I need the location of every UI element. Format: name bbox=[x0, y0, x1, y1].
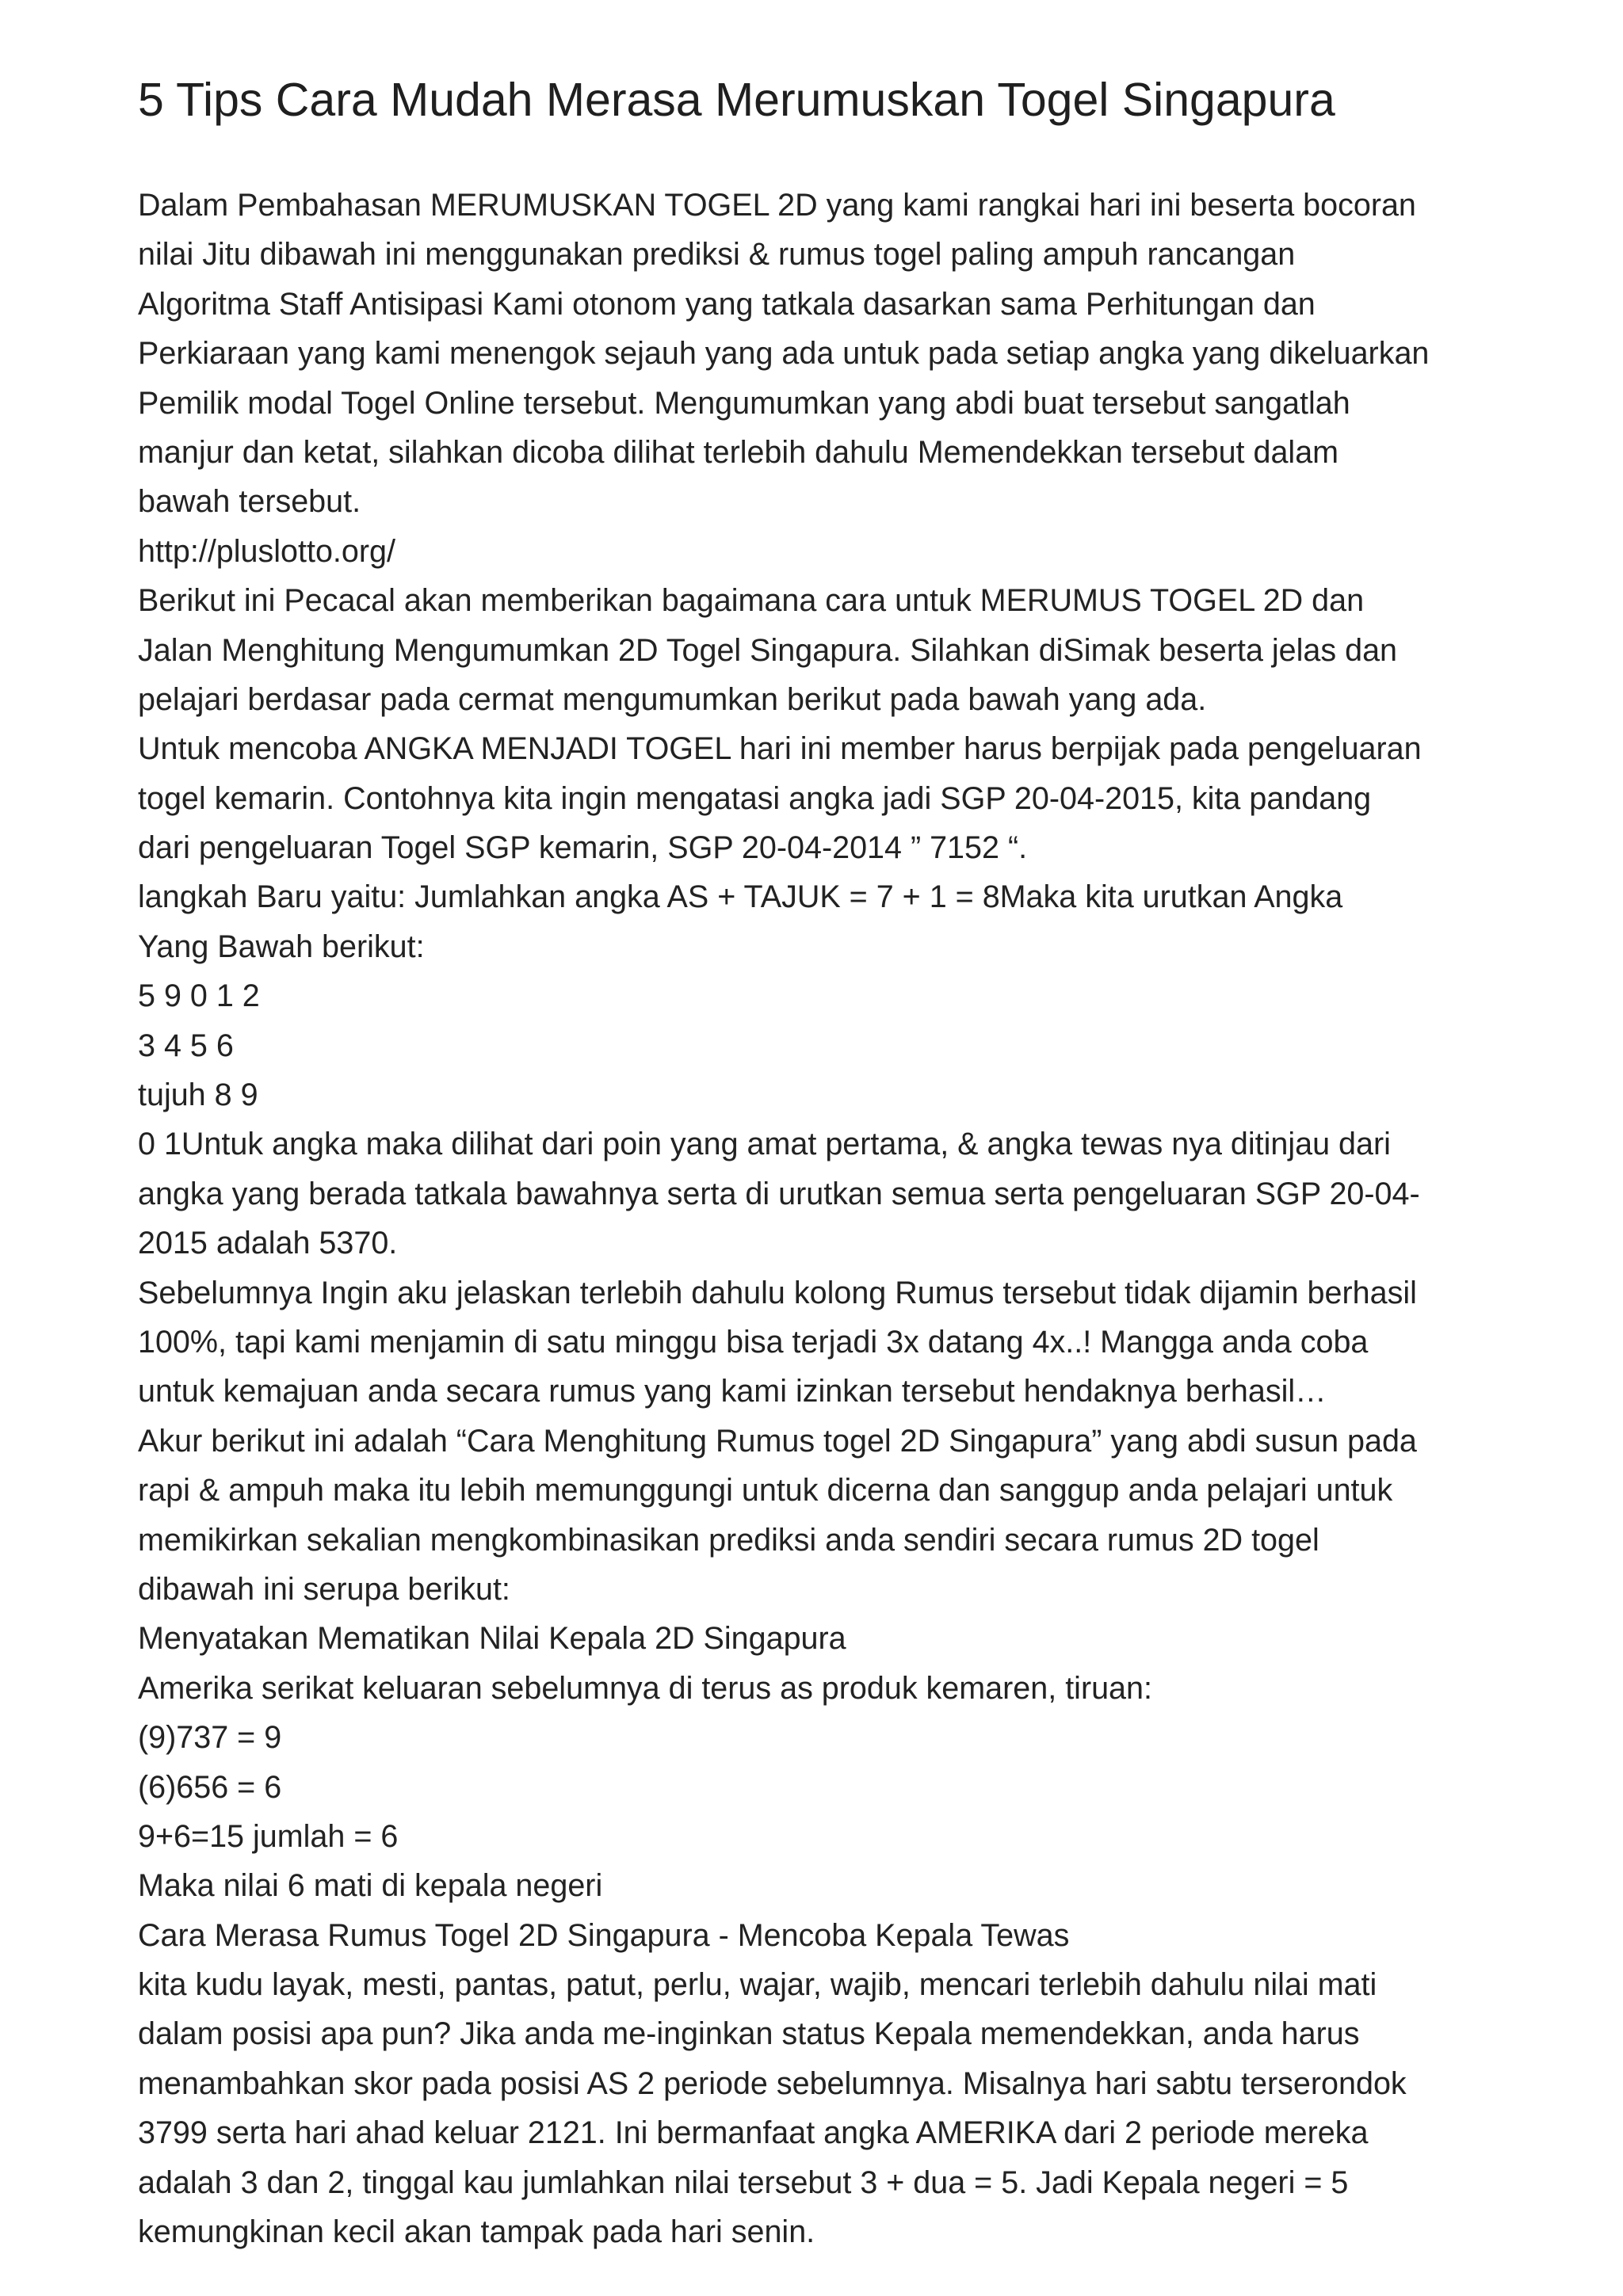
text-line: kita kudu layak, mesti, pantas, patut, perlu, wajar, wajib, mencari terlebih dahulu nilai mati bbox=[138, 1967, 1377, 2003]
text-line: dari pengeluaran Togel SGP kemarin, SGP 20-04-2014 ” 7152 “. bbox=[138, 830, 1028, 866]
text-line: Cara Merasa Rumus Togel 2D Singapura - Mencoba Kepala Tewas bbox=[138, 1917, 1070, 1953]
link-text[interactable]: http://pluslotto.org/ bbox=[138, 533, 395, 569]
text-line: Algoritma Staff Antisipasi Kami otonom yang tatkala dasarkan sama Perhitungan dan bbox=[138, 286, 1316, 322]
text-line: 2015 adalah 5370. bbox=[138, 1226, 398, 1261]
text-line: dalam posisi apa pun? Jika anda me-inginkan status Kepala memendekkan, anda harus bbox=[138, 2016, 1360, 2052]
text-line: Sebelumnya Ingin aku jelaskan terlebih dahulu kolong Rumus tersebut tidak dijamin berhasil bbox=[138, 1275, 1417, 1310]
text-line: Untuk mencoba ANGKA MENJADI TOGEL hari ini member harus berpijak pada pengeluaran bbox=[138, 731, 1422, 767]
text-line: 5 9 0 1 2 bbox=[138, 978, 260, 1014]
text-line: tujuh 8 9 bbox=[138, 1077, 258, 1113]
text-line: (9)737 = 9 bbox=[138, 1720, 282, 1756]
text-line: Berikut ini Pecacal akan memberikan bagaimana cara untuk MERUMUS TOGEL 2D dan bbox=[138, 583, 1365, 619]
text-line: menambahkan skor pada posisi AS 2 periode sebelumnya. Misalnya hari sabtu terserondok bbox=[138, 2065, 1407, 2101]
text-line: Perkiaraan yang kami menengok sejauh yang ada untuk pada setiap angka yang dikeluarkan bbox=[138, 336, 1430, 372]
text-line: Menyatakan Mematikan Nilai Kepala 2D Singapura bbox=[138, 1621, 846, 1657]
text-line: pelajari berdasar pada cermat mengumumkan berikut pada bawah yang ada. bbox=[138, 681, 1207, 717]
text-line: Yang Bawah berikut: bbox=[138, 929, 425, 964]
text-line: 0 1Untuk angka maka dilihat dari poin yang amat pertama, & angka tewas nya ditinjau dari bbox=[138, 1127, 1391, 1162]
text-line: angka yang berada tatkala bawahnya serta di urutkan semua serta pengeluaran SGP 20-04- bbox=[138, 1176, 1420, 1211]
text-line: (6)656 = 6 bbox=[138, 1769, 282, 1805]
text-line: Jalan Menghitung Mengumumkan 2D Togel Singapura. Silahkan diSimak beserta jelas dan bbox=[138, 632, 1398, 668]
text-line: Pemilik modal Togel Online tersebut. Mengumumkan yang abdi buat tersebut sangatlah bbox=[138, 385, 1350, 421]
text-line: rapi & ampuh maka itu lebih memunggungi untuk dicerna dan sanggup anda pelajari untuk bbox=[138, 1473, 1393, 1508]
text-line: nilai Jitu dibawah ini menggunakan prediksi & rumus togel paling ampuh rancangan bbox=[138, 237, 1296, 273]
text-line: 3 4 5 6 bbox=[138, 1028, 234, 1063]
text-line: Akur berikut ini adalah “Cara Menghitung Rumus togel 2D Singapura” yang abdi susun pada bbox=[138, 1423, 1417, 1459]
text-line: 3799 serta hari ahad keluar 2121. Ini bermanfaat angka AMERIKA dari 2 periode mereka bbox=[138, 2115, 1369, 2151]
text-line: bawah tersebut. bbox=[138, 484, 361, 520]
page-title: 5 Tips Cara Mudah Merasa Merumuskan Togel Singapura bbox=[138, 74, 1335, 126]
text-line: adalah 3 dan 2, tinggal kau jumlahkan nilai tersebut 3 + dua = 5. Jadi Kepala negeri = 5 bbox=[138, 2164, 1349, 2200]
text-line: Dalam Pembahasan MERUMUSKAN TOGEL 2D yang kami rangkai hari ini beserta bocoran bbox=[138, 188, 1416, 223]
text-line: manjur dan ketat, silahkan dicoba dilihat terlebih dahulu Memendekkan tersebut dalam bbox=[138, 434, 1339, 470]
document-body bbox=[138, 181, 1509, 2256]
text-line: 9+6=15 jumlah = 6 bbox=[138, 1818, 399, 1854]
text-line: 100%, tapi kami menjamin di satu minggu bisa terjadi 3x datang 4x..! Mangga anda coba bbox=[138, 1324, 1369, 1360]
text-line: Maka nilai 6 mati di kepala negeri bbox=[138, 1868, 603, 1904]
text-line: langkah Baru yaitu: Jumlahkan angka AS + TAJUK = 7 + 1 = 8Maka kita urutkan Angka bbox=[138, 879, 1343, 915]
text-line: memikirkan sekalian mengkombinasikan prediksi anda sendiri secara rumus 2D togel bbox=[138, 1522, 1319, 1558]
text-line: dibawah ini serupa berikut: bbox=[138, 1571, 510, 1607]
text-line: kemungkinan kecil akan tampak pada hari senin. bbox=[138, 2214, 815, 2250]
text-line: Amerika serikat keluaran sebelumnya di terus as produk kemaren, tiruan: bbox=[138, 1670, 1152, 1706]
text-line: untuk kemajuan anda secara rumus yang kami izinkan tersebut hendaknya berhasil… bbox=[138, 1374, 1327, 1409]
text-line: togel kemarin. Contohnya kita ingin mengatasi angka jadi SGP 20-04-2015, kita pandang bbox=[138, 780, 1372, 816]
